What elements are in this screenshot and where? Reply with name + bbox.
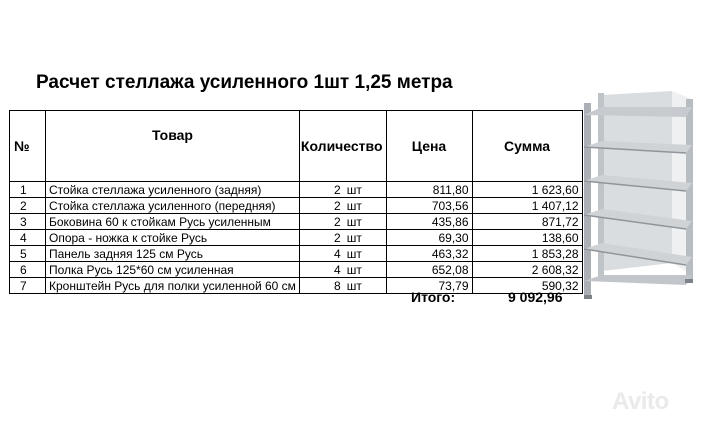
row-quantity: 4 [299,262,343,278]
row-unit: шт [344,182,386,198]
row-name: Стойка стеллажа усиленного (задняя) [46,182,300,198]
row-price: 69,30 [386,230,472,246]
row-number: 1 [10,182,46,198]
header-item: Товар [46,111,300,182]
row-quantity: 8 [299,278,343,294]
row-name: Опора - ножка к стойке Русь [46,230,300,246]
row-price: 463,32 [386,246,472,262]
calculation-table [9,110,583,294]
row-price: 73,79 [386,278,472,294]
row-number: 4 [10,230,46,246]
document-title: Расчет стеллажа усиленного 1шт 1,25 метра [36,72,453,93]
row-number: 5 [10,246,46,262]
row-quantity: 4 [299,246,343,262]
table-row [10,246,583,262]
row-name: Боковина 60 к стойкам Русь усиленным [46,214,300,230]
row-number: 6 [10,262,46,278]
row-unit: шт [344,230,386,246]
row-price: 435,86 [386,214,472,230]
row-sum: 2 608,32 [472,262,582,278]
avito-watermark: Avito [612,388,669,415]
row-sum: 1 853,28 [472,246,582,262]
row-unit: шт [344,198,386,214]
row-quantity: 2 [299,230,343,246]
row-number: 7 [10,278,46,294]
row-sum: 871,72 [472,214,582,230]
row-quantity: 2 [299,182,343,198]
row-sum: 590,32 [472,278,582,294]
table-row [10,278,583,294]
table-row [10,230,583,246]
row-price: 652,08 [386,262,472,278]
table-row [10,214,583,230]
row-sum: 1 623,60 [472,182,582,198]
table-row [10,182,583,198]
shelving-unit-image [580,85,695,300]
row-name: Полка Русь 125*60 см усиленная [46,262,300,278]
table-row [10,262,583,278]
header-price: Цена [386,111,472,182]
row-number: 3 [10,214,46,230]
total-label: Итого: [411,289,456,305]
header-number: № [10,111,46,182]
row-unit: шт [344,278,386,294]
row-sum: 1 407,12 [472,198,582,214]
row-unit: шт [344,262,386,278]
row-name: Панель задняя 125 см Русь [46,246,300,262]
header-quantity: Количество [299,111,386,182]
row-name: Стойка стеллажа усиленного (передняя) [46,198,300,214]
table-row [10,198,583,214]
row-unit: шт [344,246,386,262]
row-number: 2 [10,198,46,214]
table-header-row [10,111,583,182]
row-name: Кронштейн Русь для полки усиленной 60 см [46,278,300,294]
total-value: 9 092,96 [508,289,563,305]
row-sum: 138,60 [472,230,582,246]
row-price: 703,56 [386,198,472,214]
row-price: 811,80 [386,182,472,198]
header-sum: Сумма [472,111,582,182]
row-quantity: 2 [299,214,343,230]
row-quantity: 2 [299,198,343,214]
row-unit: шт [344,214,386,230]
